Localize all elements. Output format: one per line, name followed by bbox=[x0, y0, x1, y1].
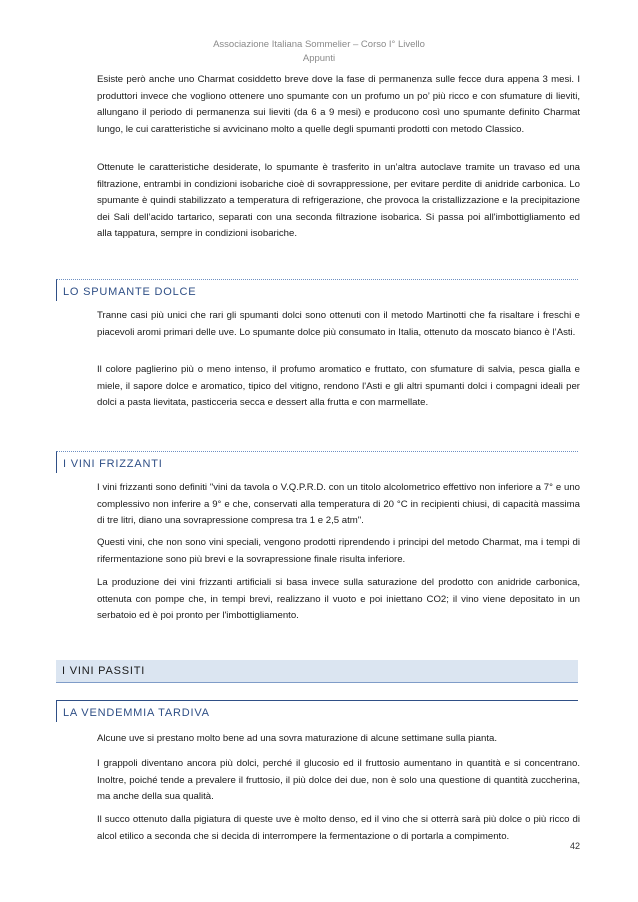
spumante-dolce-paragraph-1: Tranne casi più unici che rari gli spumanti dolci sono ottenuti con il metodo Martinotti che fa risaltare i freschi e piacevoli aromi primari delle uve. Lo spumante dolce più consumato in Italia, ottenuto da moscato bianco è l’Asti. bbox=[97, 310, 580, 338]
page-number: 42 bbox=[569, 841, 580, 851]
intro-paragraph-1: Esiste però anche uno Charmat cosiddetto breve dove la fase di permanenza sulle fecce dura appena 3 mesi. I produttori invece che vogliono ottenere uno spumante con un profumo un po’ più ricco e con sfumature di lieviti, allungano il periodo di permanenza sui lieviti (da 6 a 9 mesi) e producono così uno spumante definito Charmat lungo, le cui caratteristiche si avvicinano molto a quelle degli spumanti prodotti con metodo Classico. bbox=[97, 74, 580, 135]
header-subtitle: Appunti bbox=[302, 53, 336, 64]
spumante-dolce-paragraph-2: Il colore paglierino più o meno intenso, il profumo aromatico e fruttato, con sfumature di salvia, pesca gialla e miele, il sapore dolce e aromatico, tipico del vitigno, rendono l'Asti e gli altri spumanti dolci i compagni ideali per dolci a pasta lievitata, pasticceria secca e dessert alla frutta e con marmellate. bbox=[97, 364, 580, 409]
page-header bbox=[0, 38, 638, 66]
vini-frizzanti-paragraph-2: Questi vini, che non sono vini speciali, vengono prodotti riprendendo i principi del metodo Charmat, ma i tempi di rifermentazione sono più brevi e la sovrapressione finale risulta inferiore. bbox=[97, 537, 580, 565]
vini-frizzanti-paragraph-3: La produzione dei vini frizzanti artificiali si basa invece sulla saturazione del prodotto con anidride carbonica, ottenuta con pompe che, in tempi brevi, realizzano il vuoto e poi iniettano CO2; il vino viene depositato in un serbatoio ed è poi pronto per l'imbottigliamento. bbox=[97, 577, 580, 622]
section-heading-spumante-dolce: LO SPUMANTE DOLCE bbox=[56, 279, 578, 301]
chapter-heading-rule bbox=[56, 682, 578, 683]
section-heading-vini-frizzanti: I VINI FRIZZANTI bbox=[56, 451, 578, 473]
vendemmia-tardiva-paragraph-2: I grappoli diventano ancora più dolci, perché il glucosio ed il fruttosio aumentano in quantità e si concentrano. Inoltre, poiché tende a prevalere il fruttosio, il più dolce dei due, non è solo una questione di quantità zuccherina, ma anche della sua qualità. bbox=[97, 758, 580, 803]
chapter-heading-vini-passiti: I VINI PASSITI bbox=[56, 660, 578, 682]
header-title: Associazione Italiana Sommelier – Corso I° Livello bbox=[213, 39, 425, 50]
intro-paragraph-2: Ottenute le caratteristiche desiderate, lo spumante è trasferito in un’altra autoclave tramite un travaso ed una filtrazione, entrambi in condizioni isobariche cioè di sovrappressione, per evitare perdite di anidride carbonica. Lo spumante è quindi stabilizzato a temperatura di refrigerazione, che provoca la cristallizzazione e la precipitazione dei Sali dell’acido tartarico, separati con una seconda filtrazione isobarica. Si passa poi all'imbottigliamento ed alla tappatura, sempre in condizioni isobariche. bbox=[97, 162, 580, 240]
section-heading-vendemmia-tardiva: LA VENDEMMIA TARDIVA bbox=[56, 700, 578, 722]
vendemmia-tardiva-paragraph-1: Alcune uve si prestano molto bene ad una sovra maturazione di alcune settimane sulla pianta. bbox=[97, 733, 497, 744]
vini-frizzanti-paragraph-1: I vini frizzanti sono definiti "vini da tavola o V.Q.P.R.D. con un titolo alcolometrico effettivo non inferiore a 7° e uno complessivo non inferire a 9° e che, conservati alla temperatura di 20 °C in recipienti chiusi, di capacità massima di tre litri, diano una sovrapressione compresa tra 1 e 2,5 atm". bbox=[97, 482, 580, 527]
vendemmia-tardiva-paragraph-3: Il succo ottenuto dalla pigiatura di queste uve è molto denso, ed il vino che si otterrà sarà più dolce o più ricco di alcol etilico a seconda che si decida di interrompere la fermentazione o di portarla a compimento. bbox=[97, 814, 580, 842]
